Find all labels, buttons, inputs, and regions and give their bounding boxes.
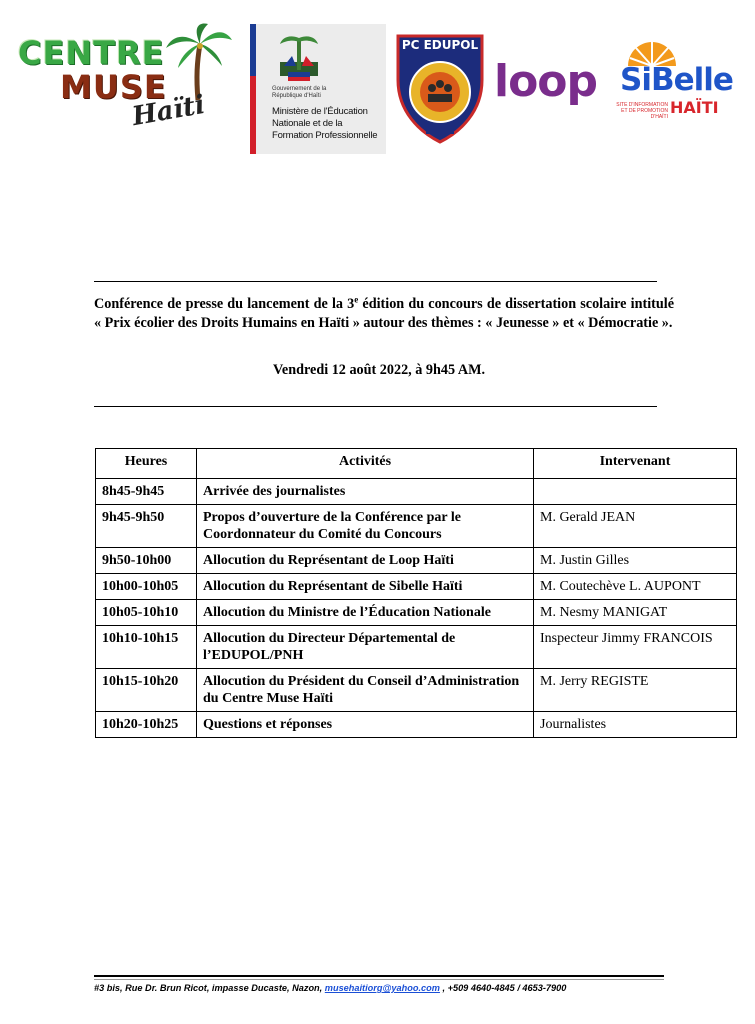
table-row — [96, 505, 737, 548]
ministere-name — [272, 106, 377, 142]
cell-intervenant: M. Justin Gilles — [534, 548, 737, 574]
cell-heures: 10h05-10h10 — [96, 600, 197, 626]
cell-heures: 10h20-10h25 — [96, 712, 197, 738]
cell-activite: Allocution du Ministre de l’Éducation Nationale — [197, 600, 534, 626]
table-row — [96, 669, 737, 712]
centre-muse-logo-line3: Haïti — [129, 89, 208, 133]
cell-heures: 9h50-10h00 — [96, 548, 197, 574]
ministere-name-line1: Ministère de l'Éducation — [272, 106, 368, 117]
ministere-name-line2: Nationale et de la — [272, 118, 343, 129]
cell-activite: Allocution du Président du Conseil d’Administration du Centre Muse Haïti — [197, 669, 534, 712]
ministere-gov-line1: Gouvernement de la — [272, 86, 327, 92]
cell-heures: 10h00-10h05 — [96, 574, 197, 600]
sibelle-logo-country: HAÏTI — [670, 98, 719, 117]
cell-activite: Arrivée des journalistes — [197, 479, 534, 505]
ministere-name-line3: Formation Professionnelle — [272, 130, 378, 141]
intro-superscript: e — [354, 294, 359, 305]
cell-activite: Allocution du Représentant de Sibelle Haïti — [197, 574, 534, 600]
haiti-coat-of-arms-icon — [274, 32, 324, 84]
cell-intervenant: M. Jerry REGISTE — [534, 669, 737, 712]
ministere-gov-text — [272, 86, 326, 100]
cell-heures: 10h10-10h15 — [96, 626, 197, 669]
bottom-separator-line — [94, 406, 657, 407]
table-row — [96, 574, 737, 600]
intro-text-part2: édition du concours de dissertation scolaire intitulé « Prix écolier des Droits Humains en Haïti » autour des thèmes : « Jeunesse » et « Démocratie ». — [94, 296, 674, 331]
ministere-gov-line2: République d'Haïti — [272, 93, 321, 99]
conference-intro-text — [94, 295, 674, 333]
program-table — [95, 448, 737, 738]
centre-muse-logo-line2: MUSE — [60, 68, 167, 106]
pc-edupol-logo — [394, 32, 486, 144]
sibelle-logo-text: SiBelle — [620, 62, 733, 98]
cell-intervenant: M. Gerald JEAN — [534, 505, 737, 548]
logo-banner — [0, 0, 755, 170]
cell-intervenant — [534, 479, 737, 505]
top-separator-line — [94, 281, 657, 282]
cell-heures: 10h15-10h20 — [96, 669, 197, 712]
header-intervenant: Intervenant — [534, 449, 737, 479]
cell-activite: Questions et réponses — [197, 712, 534, 738]
cell-heures: 8h45-9h45 — [96, 479, 197, 505]
footer-divider-secondary — [94, 979, 664, 980]
sibelle-tagline-line2: ET DE PROMOTION D'HAÏTI — [621, 108, 668, 120]
intro-text-part1: Conférence de presse du lancement de la 3 — [94, 296, 355, 312]
cell-heures: 9h45-9h50 — [96, 505, 197, 548]
footer-contact — [94, 983, 734, 993]
sibelle-tagline — [616, 102, 668, 120]
conference-date: Vendredi 12 août 2022, à 9h45 AM. — [272, 362, 486, 378]
table-header-row — [96, 449, 737, 479]
pc-edupol-label: PC EDUPOL — [401, 38, 479, 52]
footer-address: #3 bis, Rue Dr. Brun Ricot, impasse Ducaste, Nazon, — [94, 983, 325, 993]
table-row — [96, 626, 737, 669]
header-heures: Heures — [96, 449, 197, 479]
footer-phones: , +509 4640-4845 / 4653-7900 — [439, 983, 567, 993]
sibelle-logo — [612, 38, 742, 128]
footer-divider — [94, 975, 664, 977]
table-row — [96, 479, 737, 505]
table-row — [96, 712, 737, 738]
header-activites: Activités — [197, 449, 534, 479]
loop-logo: loop — [494, 56, 598, 107]
cell-activite: Allocution du Représentant de Loop Haïti — [197, 548, 534, 574]
footer-email-link[interactable]: musehaitiorg@yahoo.com — [324, 983, 440, 993]
centre-muse-logo — [14, 22, 234, 132]
cell-activite: Allocution du Directeur Départemental de l’EDUPOL/PNH — [197, 626, 534, 669]
cell-intervenant: Inspecteur Jimmy FRANCOIS — [534, 626, 737, 669]
cell-intervenant: M. Coutechève L. AUPONT — [534, 574, 737, 600]
cell-intervenant: Journalistes — [534, 712, 737, 738]
table-row — [96, 548, 737, 574]
cell-intervenant: M. Nesmy MANIGAT — [534, 600, 737, 626]
cell-activite: Propos d’ouverture de la Conférence par le Coordonnateur du Comité du Concours — [197, 505, 534, 548]
table-row — [96, 600, 737, 626]
centre-muse-logo-line1: CENTRE — [18, 34, 165, 72]
ministere-education-logo — [250, 24, 386, 154]
sibelle-tagline-line1: SITE D'INFORMATION — [616, 102, 668, 108]
